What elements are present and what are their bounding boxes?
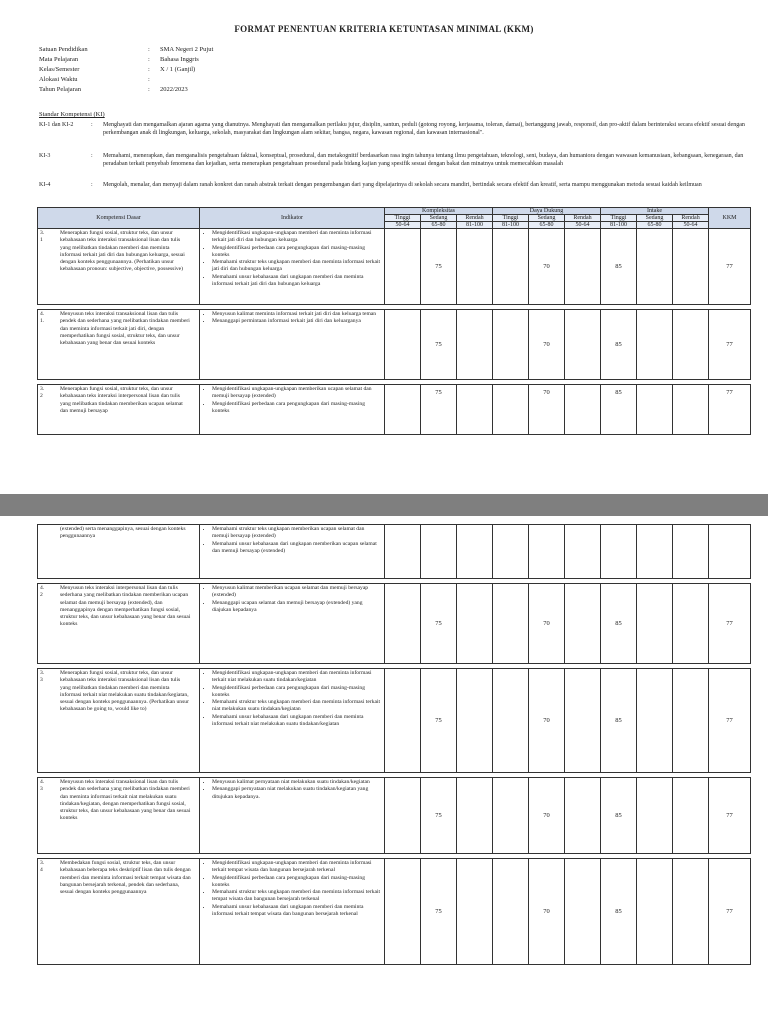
daya-dukung-rendah [565,385,601,435]
kd-cell [38,310,200,380]
kompleksitas-rendah [457,229,493,305]
intake-rendah [673,525,709,579]
ki-item: KI-4 : Mengolah, menalar, dan menyaji dalam ranah konkret dan ranah abstrak terkait dengan pengembangan dari yang dipelajarinya di sekolah secara mandiri, bertindak secara efektif dan kreatif, serta mampu menggunakan metoda sesuai kaidah keilmuan [39,181,759,189]
kompleksitas-value: 75 [421,669,457,773]
indicator-item: • Menyusun kalimat pernyataan niat melakukan suatu tindakan/kegiatan [212,779,382,786]
header-range: 65-80 [529,222,565,229]
indicator-item: • Menanggapi ucapan selamat dan memuji bersayap (extended) yang diajukan kepadanya [212,600,382,615]
indicator-cell [200,310,385,380]
intake-value: 85 [601,310,637,380]
daya-dukung-value: 70 [529,310,565,380]
kompleksitas-rendah [457,310,493,380]
header-level: Rendah [457,215,493,222]
document-page-2 [0,516,768,1024]
indicator-item: • Memahami unsur kebahasaan dari ungkapan memberikan ucapan selamat dan memuji bersayap (extended) [212,541,382,556]
ki-text: Memahami, menerapkan, dan menganalisis pengetahuan faktual, konseptual, prosedural, dan metakognitif berdasarkan rasa ingin tahunya tentang ilmu pengetahuan, teknologi, seni, budaya, dan humaniora dengan wawasan kemanusiaan, kebangsaan, kenegaraan, dan peradaban terkait penyebab fenomena dan kejadian, serta menerapkan pengetahuan prosedural pada bidang kajian yang spesifik sesuai dengan bakat dan minatnya untuk memecahkan masalah [103,153,744,168]
kd-text: Menerapkan fungsi sosial, struktur teks, dan unsur kebahasaan teks interaksi transaksional lisan dan tulis yang melibatkan tindakan memberi dan meminta informasi terkait jati diri dan hubungan keluarga, sesuai dengan konteks penggunaannya. (Perhatikan unsur kebahasaan pronoun: subjective, objective, possessive) [60,230,185,273]
info-value: 2022/2023 [160,86,188,93]
intake-sedang [637,310,673,380]
table-row [38,385,751,435]
header-range: 81-100 [601,222,637,229]
indicator-cell [200,778,385,854]
daya-dukung-value: 70 [529,229,565,305]
kd-text: Menerapkan fungsi sosial, struktur teks, dan unsur kebahasaan teks interaksi transaksional lisan dan tulis yang melibatkan tindakan memberi dan meminta informasi terkait niat melakukan suatu tindakan/kegiatan, sesuai dengan konteks penggunaannya. (Perhatikan unsur kebahasaan be going to, would like to) [60,670,189,713]
indicator-cell [200,229,385,305]
daya-dukung-tinggi [493,859,529,965]
kd-number: 3. 4 [40,860,45,874]
info-value: SMA Negeri 2 Pujut [160,46,214,53]
intake-sedang [637,525,673,579]
intake-rendah [673,310,709,380]
info-label: Mata Pelajaran [39,56,79,63]
header-kompleksitas: Kompleksitas [385,208,493,215]
indicator-list [202,670,382,728]
intake-rendah [673,385,709,435]
header-range: 50-64 [673,222,709,229]
indicator-list [202,526,382,555]
kompleksitas-value: 75 [421,385,457,435]
indicator-item: • Menyusun kalimat meminta informasi terkait jati diri dan keluarga teman [212,311,382,318]
info-label: Alokasi Waktu [39,76,78,83]
kompleksitas-rendah [457,385,493,435]
kompleksitas-tinggi [385,229,421,305]
kkm-table-page-2 [37,524,751,965]
indicator-item: • Menyusun kalimat memberikan ucapan selamat dan memuji bersayap (extended) [212,585,382,600]
header-level: Sedang [529,215,565,222]
header-level: Tinggi [385,215,421,222]
header-daya-dukung: Daya Dukung [493,208,601,215]
kkm-value: 77 [709,778,751,854]
header-range: 50-64 [385,222,421,229]
header-kkm: KKM [709,208,751,229]
header-level: Rendah [565,215,601,222]
kompleksitas-value: 75 [421,778,457,854]
daya-dukung-tinggi [493,584,529,664]
table-row [38,310,751,380]
kd-cell [38,229,200,305]
daya-dukung-value: 70 [529,859,565,965]
indicator-list [202,585,382,614]
kd-cell [38,584,200,664]
daya-dukung-value: 70 [529,669,565,773]
daya-dukung-rendah [565,310,601,380]
intake-sedang [637,229,673,305]
indicator-item: • Mengidentifikasi perbedaan cara pengungkapan dari masing-masing konteks [212,401,382,416]
indicator-item: • Memahami struktur teks ungkapan memberi dan meminta informasi terkait jati diri dan hubungan keluarga [212,259,382,274]
kompleksitas-value: 75 [421,584,457,664]
daya-dukung-rendah [565,859,601,965]
kd-cell [38,385,200,435]
intake-rendah [673,584,709,664]
ki-heading: Standar Kompetensi (KI) [39,111,105,118]
kd-number: 4. 2 [40,585,45,599]
kd-cell [38,525,200,579]
indicator-item: • Memahami struktur teks ungkapan memberi dan meminta informasi terkait niat melakukan suatu tindakan/kegiatan [212,699,382,714]
kd-number: 4. 3 [40,779,45,793]
intake-sedang [637,778,673,854]
indicator-item: • Menanggapi pernyataan niat melakukan suatu tindakan/kegiatan yang ditujukan kepadanya. [212,786,382,801]
daya-dukung-tinggi [493,525,529,579]
intake-value: 85 [601,778,637,854]
table-row [38,525,751,579]
ki-key: KI-4 [39,182,51,188]
indicator-item: • Mengidentifikasi ungkapan-ungkapan memberi dan meminta informasi terkait niat melakukan suatu tindakan/kegiatan [212,670,382,685]
indicator-cell [200,525,385,579]
header-range: 65-80 [637,222,673,229]
kkm-value [709,525,751,579]
indicator-cell [200,385,385,435]
kompleksitas-rendah [457,859,493,965]
daya-dukung-rendah [565,525,601,579]
kd-text: Menyusun teks interaksi interpersonal lisan dan tulis sederhana yang melibatkan tindakan memberikan ucapan selamat dan memuji bersayap (extended), dan menanggapinya dengan memperhatikan fungsi sosial, struktur teks, dan unsur kebahasaan yang benar dan sesuai konteks [60,585,191,628]
kd-cell [38,859,200,965]
kd-text: Menerapkan fungsi sosial, struktur teks, dan unsur kebahasaan teks interaksi interpersonal lisan dan tulis yang melibatkan tindakan memberikan ucapan selamat dan memuji bersayap [60,386,183,414]
header-intake: Intake [601,208,709,215]
intake-sedang [637,385,673,435]
kkm-value: 77 [709,584,751,664]
ki-item: KI-1 dan KI-2 : Menghayati dan mengamalkan ajaran agama yang dianutnya. Menghayati dan mengamalkan perilaku jujur, disiplin, santun, peduli (gotong royong, kerjasama, toleran, damai), bertanggung jawab, responsif, dan pro-aktif dalam berinteraksi secara efektif sesuai dengan perkembangan anak di lingkungan, keluarga, sekolah, masyarakat dan lingkungan alam sekitar, bangsa, negara, kawasan regional, dan kawasan internasional". [39,121,759,137]
kd-number: 3. 1 [40,230,45,244]
intake-sedang [637,669,673,773]
kkm-value: 77 [709,310,751,380]
header-indikator: Indikator [200,208,385,229]
ki-text: Menghayati dan mengamalkan ajaran agama yang dianutnya. Menghayati dan mengamalkan perilaku jujur, disiplin, santun, peduli (gotong royong, kerjasama, toleran, damai), bertanggung jawab, responsif, dan pro-aktif dalam berinteraksi secara efektif sesuai dengan perkembangan anak di lingkungan, keluarga, sekolah, masyarakat dan lingkungan alam sekitar, bangsa, negara, kawasan regional, dan kawasan internasional". [103,122,745,137]
info-label: Tahun Pelajaran [39,86,81,93]
indicator-cell [200,584,385,664]
ki-item: KI-3 : Memahami, menerapkan, dan menganalisis pengetahuan faktual, konseptual, prosedural, dan metakognitif berdasarkan rasa ingin tahunya tentang ilmu pengetahuan, teknologi, seni, budaya, dan humaniora dengan wawasan kemanusiaan, kebangsaan, kenegaraan, dan peradaban terkait penyebab fenomena dan kejadian, serta menerapkan pengetahuan prosedural pada bidang kajian yang spesifik sesuai dengan bakat dan minatnya untuk memecahkan masalah [39,152,759,168]
daya-dukung-tinggi [493,778,529,854]
kd-cell [38,778,200,854]
indicator-item: • Mengidentifikasi ungkapan-ungkapan memberi dan meminta informasi terkait tempat wisata dan bangunan bersejarah terkenal [212,860,382,875]
header-level: Sedang [637,215,673,222]
header-level: Tinggi [493,215,529,222]
kd-text: Membedakan fungsi sosial, struktur teks, dan unsur kebahasaan beberapa teks deskriptif lisan dan tulis dengan memberi dan meminta informasi terkait tempat wisata dan bangunan bersejarah terkenal, pendek dan sederhana, sesuai dengan konteks penggunaannya [60,860,191,896]
kkm-value: 77 [709,229,751,305]
identity-block [39,45,213,95]
header-range: 81-100 [457,222,493,229]
kompleksitas-tinggi [385,669,421,773]
kompleksitas-value: 75 [421,310,457,380]
info-row: Kelas/Semester : X / 1 (Ganjil) [39,66,196,73]
daya-dukung-rendah [565,229,601,305]
kompleksitas-rendah [457,778,493,854]
kd-cell [38,669,200,773]
daya-dukung-rendah [565,669,601,773]
kd-text: (extended) serta menanggapinya, sesuai dengan konteks penggunaannya [60,526,186,540]
intake-value: 85 [601,859,637,965]
intake-rendah [673,778,709,854]
kkm-value: 77 [709,385,751,435]
info-row: Alokasi Waktu : [39,76,150,83]
indicator-list [202,230,382,288]
daya-dukung-tinggi [493,310,529,380]
kd-text: Menyusun teks interaksi transaksional lisan dan tulis pendek dan sederhana yang melibatkan tindakan memberi dan meminta informasi terkait jati diri, dengan memperhatikan fungsi sosial, struktur teks, dan unsur kebahasaan yang benar dan sesuai konteks [60,311,190,347]
indicator-list [202,386,382,415]
kompleksitas-tinggi [385,310,421,380]
info-label: Kelas/Semester [39,66,80,73]
indicator-list [202,311,382,326]
ki-key: KI-3 [39,153,51,159]
info-value: Bahasa Inggris [160,56,199,63]
kompleksitas-tinggi [385,778,421,854]
info-row: Tahun Pelajaran : 2022/2023 [39,86,188,93]
indicator-item: • Memahami unsur kebahasaan dari ungkapan memberi dan meminta informasi terkait tempat wisata dan bangunan bersejarah terkenal [212,904,382,919]
kkm-table-page-1 [37,207,751,435]
kompleksitas-tinggi [385,584,421,664]
kompleksitas-value: 75 [421,229,457,305]
indicator-item: • Memahami unsur kebahasaan dari ungkapan memberi dan meminta informasi terkait niat melakukan suatu tindakan/kegiatan [212,714,382,729]
kd-text: Menyusun teks interaksi transaksional lisan dan tulis pendek dan sederhana yang melibatkan tindakan memberi dan meminta informasi terkait niat melakukan suatu tindakan/kegiatan, dengan memperhatikan fungsi sosial, struktur teks, dan unsur kebahasaan yang benar dan sesuai konteks [60,779,191,822]
kd-number: 3. 3 [40,670,45,684]
kd-number: 4. 1. [40,311,45,325]
indicator-item: • Memahami unsur kebahasaan dari ungkapan memberi dan meminta informasi terkait jati diri dan hubungan keluarga [212,274,382,289]
kompleksitas-tinggi [385,385,421,435]
indicator-item: • Mengidentifikasi perbedaan cara pengungkapan dari masing-masing konteks [212,875,382,890]
header-range: 50-64 [565,222,601,229]
intake-sedang [637,584,673,664]
kompleksitas-rendah [457,525,493,579]
indicator-list [202,860,382,918]
header-level: Rendah [673,215,709,222]
info-row: Satuan Pendidikan : SMA Negeri 2 Pujut [39,46,214,53]
indicator-item: • Memahami struktur teks ungkapan memberi dan meminta informasi terkait tempat wisata dan bangunan bersejarah terkenal [212,889,382,904]
kompleksitas-tinggi [385,859,421,965]
table-row [38,778,751,854]
intake-value [601,525,637,579]
indicator-item: • Mengidentifikasi perbedaan cara pengungkapan dari masing-masing konteks [212,245,382,260]
daya-dukung-tinggi [493,669,529,773]
indicator-list [202,779,382,801]
ki-text: Mengolah, menalar, dan menyaji dalam ranah konkret dan ranah abstrak terkait dengan pengembangan dari yang dipelajarinya di sekolah secara mandiri, bertindak secara efektif dan kreatif, serta mampu menggunakan metoda sesuai kaidah keilmuan [103,182,702,188]
table-row [38,584,751,664]
kkm-value: 77 [709,669,751,773]
indicator-cell [200,669,385,773]
intake-rendah [673,669,709,773]
intake-rendah [673,859,709,965]
kompleksitas-rendah [457,669,493,773]
indicator-item: • Mengidentifikasi ungkapan-ungkapan memberikan ucapan selamat dan memuji bersayap (extended) [212,386,382,401]
intake-rendah [673,229,709,305]
daya-dukung-value: 70 [529,778,565,854]
intake-value: 85 [601,229,637,305]
kompleksitas-rendah [457,584,493,664]
ki-key: KI-1 dan KI-2 [39,122,74,128]
kompleksitas-tinggi [385,525,421,579]
intake-value: 85 [601,669,637,773]
table-row [38,229,751,305]
header-level: Tinggi [601,215,637,222]
header-range: 81-100 [493,222,529,229]
daya-dukung-rendah [565,584,601,664]
header-range: 65-80 [421,222,457,229]
info-value: X / 1 (Ganjil) [160,66,196,73]
kompleksitas-value [421,525,457,579]
daya-dukung-value [529,525,565,579]
indicator-item: • Memahami struktur teks ungkapan memberikan ucapan selamat dan memuji bersayap (extended) [212,526,382,541]
intake-value: 85 [601,584,637,664]
kkm-value: 77 [709,859,751,965]
indicator-item: • Menanggapi permintaan informasi terkait jati diri dan keluarganya [212,318,382,325]
table-row [38,669,751,773]
indicator-item: • Mengidentifikasi ungkapan-ungkapan memberi dan meminta informasi terkait jati diri dan hubungan keluarga [212,230,382,245]
daya-dukung-rendah [565,778,601,854]
intake-value: 85 [601,385,637,435]
table-row [38,859,751,965]
daya-dukung-tinggi [493,229,529,305]
kd-number: 3. 2 [40,386,45,400]
intake-sedang [637,859,673,965]
daya-dukung-value: 70 [529,385,565,435]
document-title: FORMAT PENENTUAN KRITERIA KETUNTASAN MINIMAL (KKM) [234,24,534,34]
indicator-cell [200,859,385,965]
info-row: Mata Pelajaran : Bahasa Inggris [39,56,199,63]
header-level: Sedang [421,215,457,222]
daya-dukung-value: 70 [529,584,565,664]
document-page-1 [0,0,768,494]
info-label: Satuan Pendidikan [39,46,88,53]
indicator-item: • Mengidentifikasi perbedaan cara pengungkapan dari masing-masing konteks [212,685,382,700]
daya-dukung-tinggi [493,385,529,435]
kompleksitas-value: 75 [421,859,457,965]
header-kompetensi-dasar: Kompetensi Dasar [38,208,200,229]
